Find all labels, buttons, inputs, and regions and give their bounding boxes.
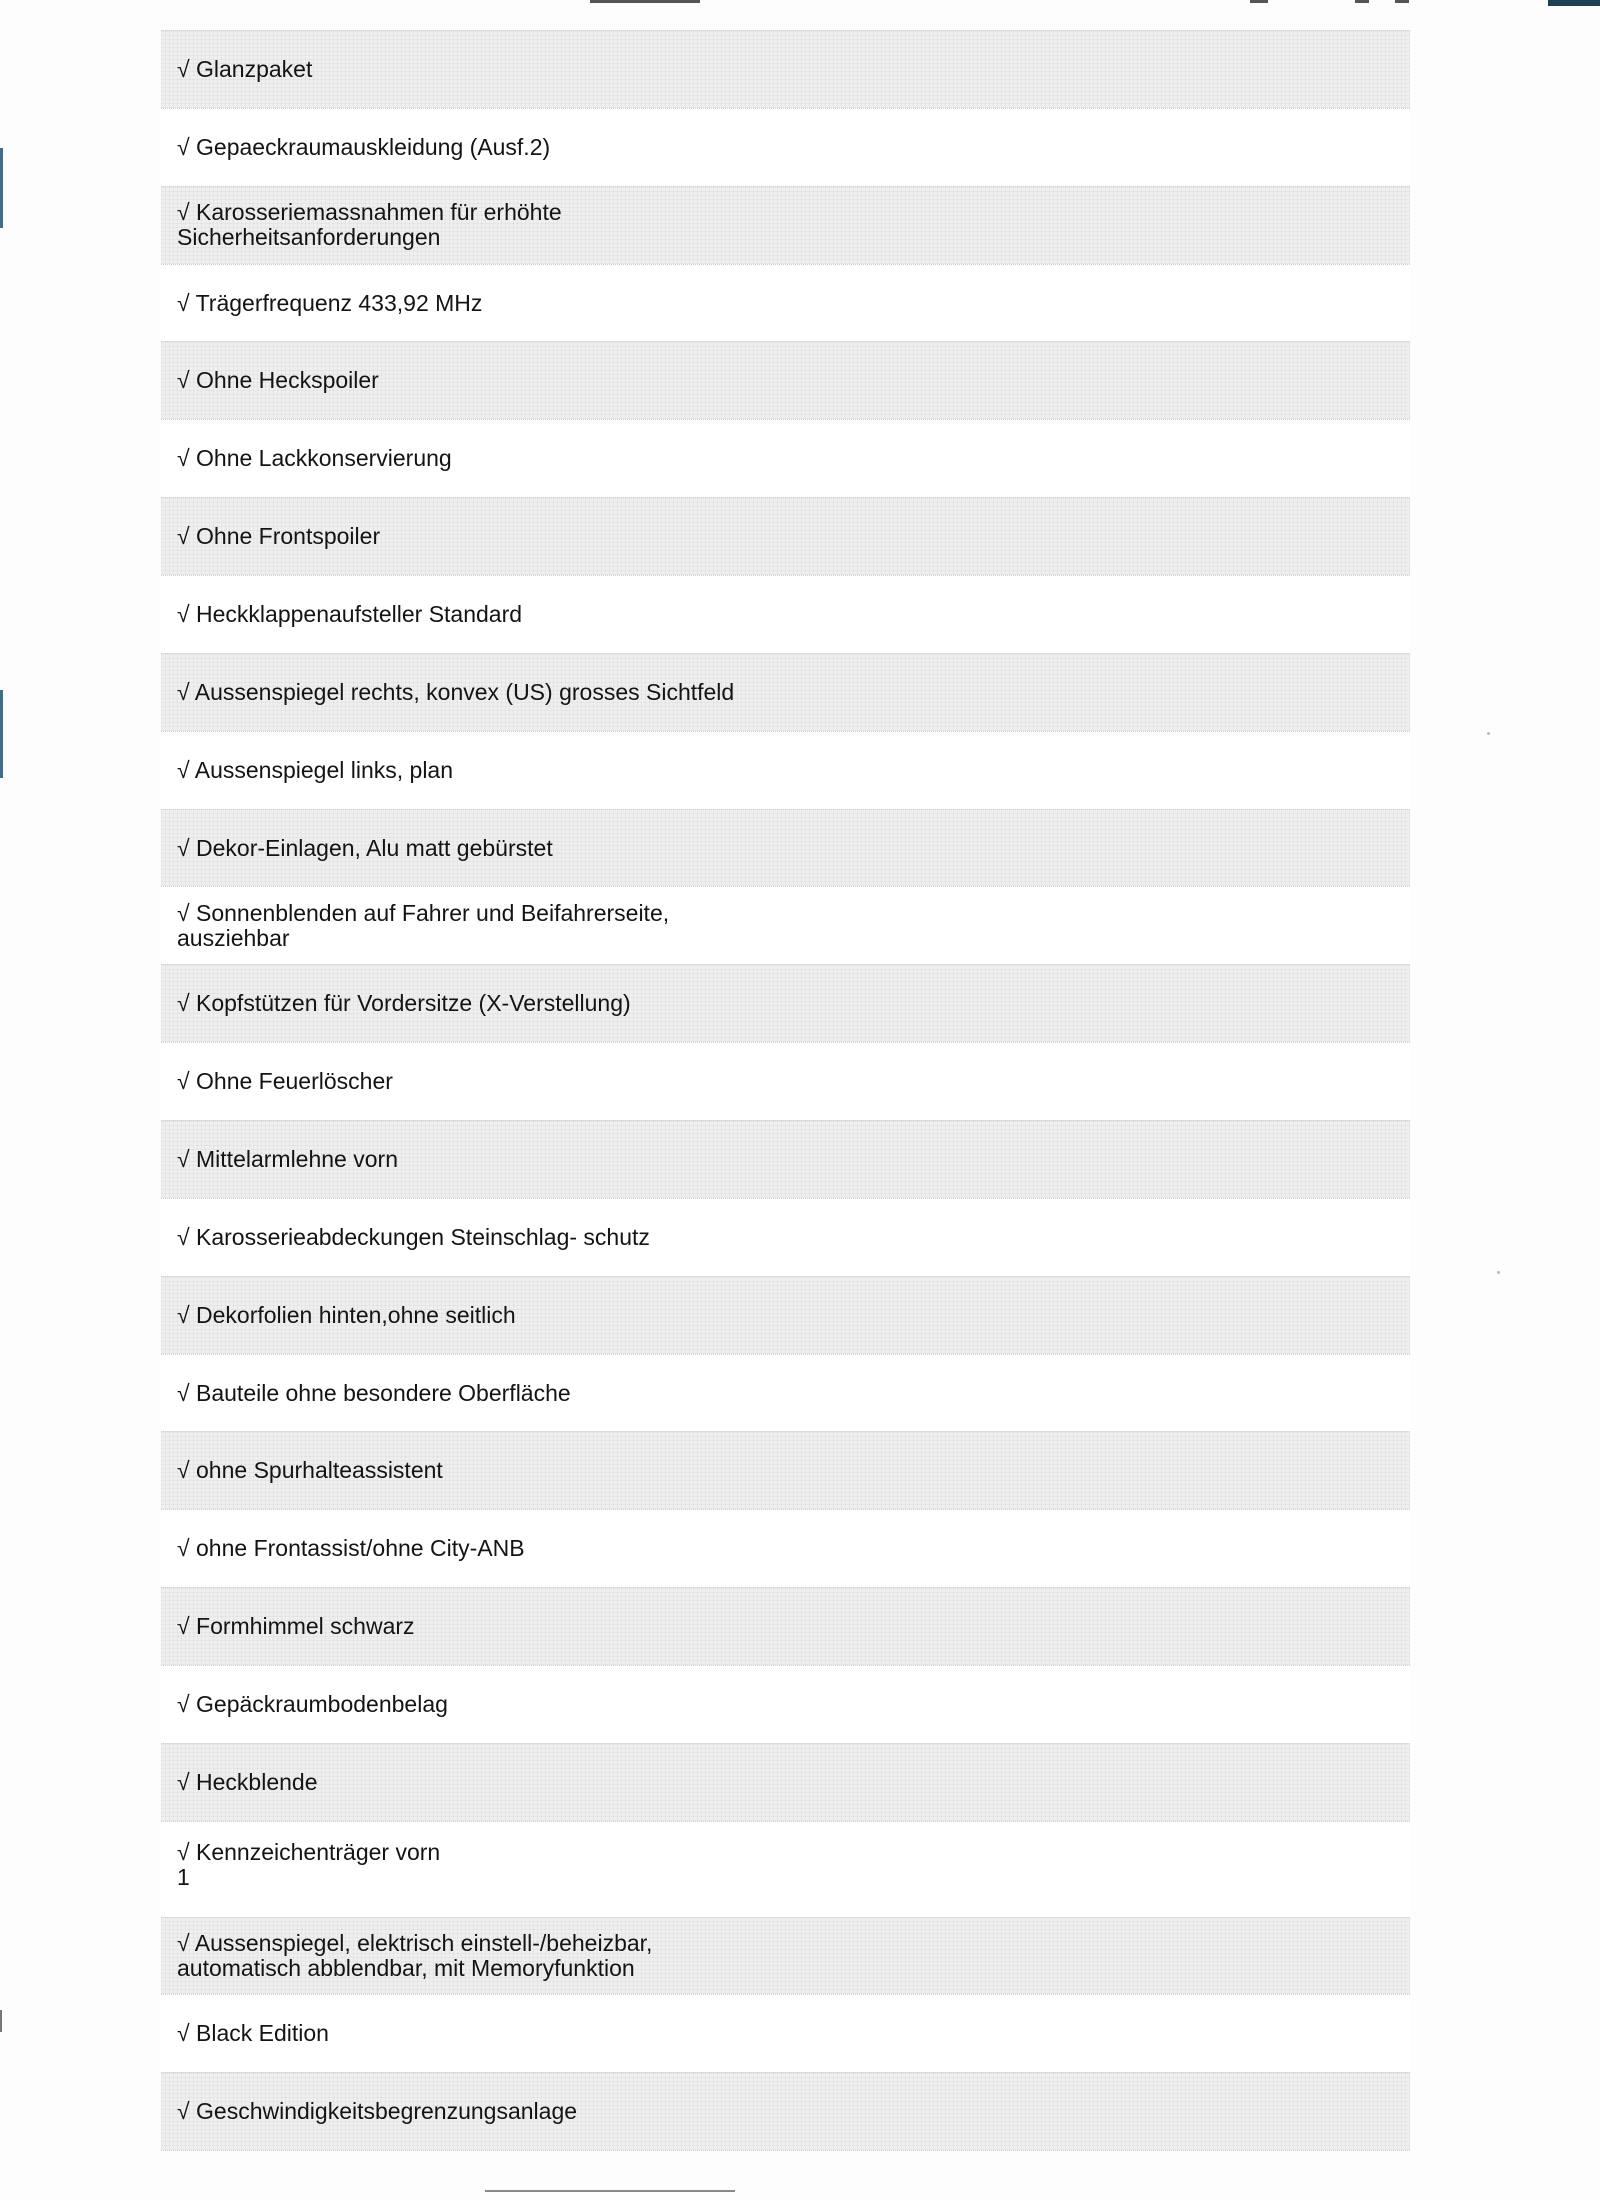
scan-artifact: [485, 2190, 735, 2192]
list-item: [161, 1665, 1410, 1743]
scan-artifact: [1355, 0, 1369, 3]
list-item: [161, 497, 1410, 575]
list-item-text: √ Ohne Feuerlöscher: [177, 1068, 393, 1095]
list-item: [161, 1431, 1410, 1509]
scan-artifact: [590, 0, 700, 3]
list-item-text: √ Heckblende: [177, 1768, 318, 1795]
scan-artifact: [1548, 0, 1600, 6]
list-item-text: √ Dekor-Einlagen, Alu matt gebürstet: [177, 834, 553, 861]
list-item: [161, 964, 1410, 1042]
list-item: [161, 264, 1410, 342]
scan-artifact: [0, 690, 3, 778]
list-item: [161, 1821, 1410, 1917]
list-item-text: √ Glanzpaket: [177, 55, 313, 82]
list-item: [161, 1120, 1410, 1198]
list-item-text: √ Karosserieabdeckungen Steinschlag- schutz: [177, 1223, 650, 1250]
list-item-text: √ Gepaeckraumauskleidung (Ausf.2): [177, 133, 551, 160]
list-item: [161, 1276, 1410, 1354]
list-item-text: √ Gepäckraumbodenbelag: [177, 1690, 448, 1717]
list-item: [161, 1917, 1410, 1995]
list-item: [161, 1509, 1410, 1587]
list-item: [161, 186, 1410, 264]
list-item-text: √ Sonnenblenden auf Fahrer und Beifahrerseite, ausziehbar: [177, 899, 670, 951]
list-item-text: √ Mittelarmlehne vorn: [177, 1145, 398, 1172]
list-item-text: √ ohne Frontassist/ohne City-ANB: [177, 1535, 525, 1562]
list-item: [161, 1994, 1410, 2072]
list-item: [161, 731, 1410, 809]
list-item-text: √ Aussenspiegel rechts, konvex (US) grosses Sichtfeld: [177, 678, 735, 705]
scan-artifact: [1497, 1271, 1500, 1274]
list-item-text: √ Ohne Lackkonservierung: [177, 445, 452, 472]
list-item: [161, 1354, 1410, 1432]
list-item-text: √ Bauteile ohne besondere Oberfläche: [177, 1379, 571, 1406]
list-item: [161, 419, 1410, 497]
list-item-text: √ Ohne Frontspoiler: [177, 523, 381, 550]
list-item-text: √ ohne Spurhalteassistent: [177, 1457, 443, 1484]
list-item-text: √ Trägerfrequenz 433,92 MHz: [177, 289, 483, 316]
equipment-list: [161, 30, 1410, 2151]
list-item: [161, 2072, 1410, 2150]
list-item-text: √ Formhimmel schwarz: [177, 1613, 415, 1640]
list-item-text: √ Aussenspiegel links, plan: [177, 756, 454, 783]
list-item: [161, 1587, 1410, 1665]
list-item: [161, 1042, 1410, 1120]
scan-artifact: [0, 2010, 2, 2032]
list-item-text: √ Kennzeichenträger vorn 1: [177, 1838, 441, 1890]
list-item: [161, 653, 1410, 731]
scan-artifact: [1395, 0, 1409, 3]
list-item-text: √ Heckklappenaufsteller Standard: [177, 600, 523, 627]
list-item: [161, 1743, 1410, 1821]
list-item-text: √ Aussenspiegel, elektrisch einstell-/beheizbar, automatisch abblendbar, mit Memoryfunktion: [177, 1930, 653, 1982]
list-item-text: √ Karosseriemassnahmen für erhöhte Sicherheitsanforderungen: [177, 199, 562, 251]
list-item: [161, 341, 1410, 419]
scan-artifact: [1487, 732, 1490, 735]
list-item: [161, 886, 1410, 964]
list-item: [161, 809, 1410, 887]
scan-artifact: [1250, 0, 1268, 3]
list-item: [161, 1198, 1410, 1276]
list-item: [161, 30, 1410, 108]
list-item-text: √ Kopfstützen für Vordersitze (X-Verstellung): [177, 990, 631, 1017]
list-item-text: √ Ohne Heckspoiler: [177, 367, 379, 394]
list-item: [161, 108, 1410, 186]
list-item-text: √ Geschwindigkeitsbegrenzungsanlage: [177, 2098, 578, 2125]
list-item-text: √ Black Edition: [177, 2020, 329, 2047]
scan-artifact: [0, 148, 3, 228]
list-item-text: √ Dekorfolien hinten,ohne seitlich: [177, 1301, 516, 1328]
list-item: [161, 575, 1410, 653]
